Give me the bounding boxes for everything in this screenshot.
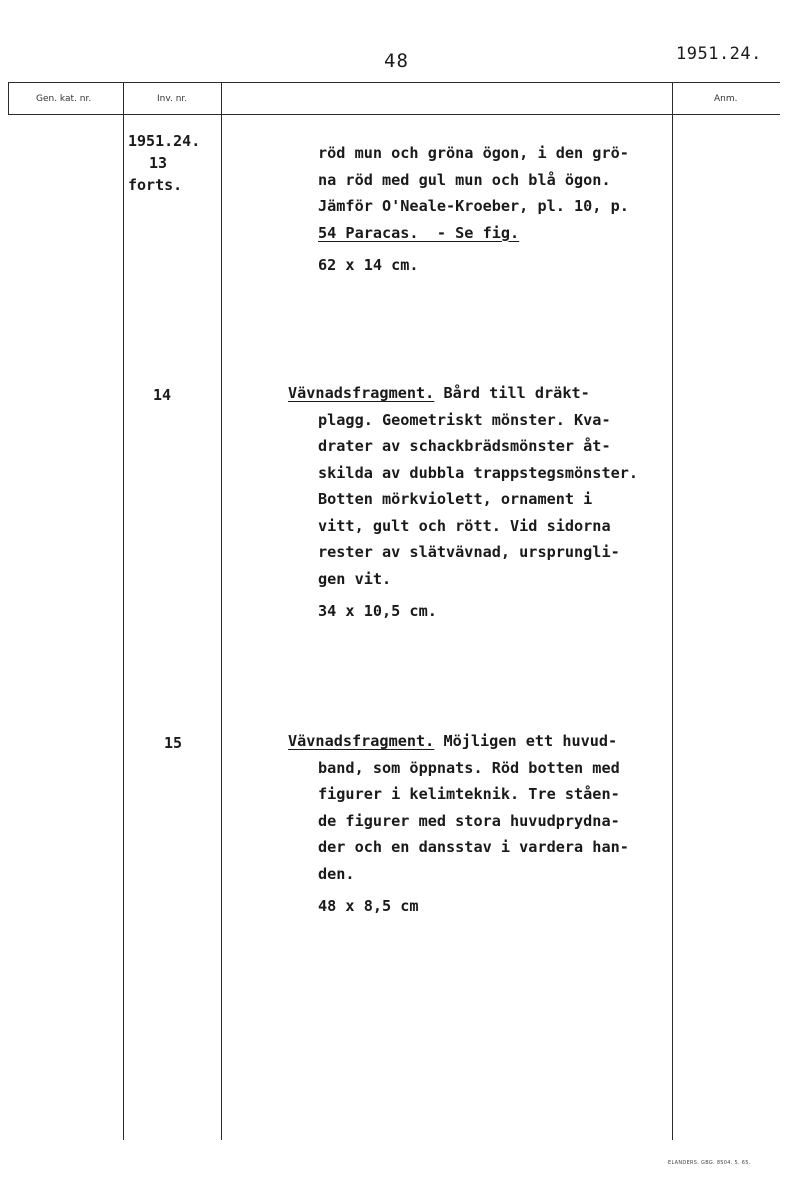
desc-line: den.: [318, 864, 355, 883]
column-heading-anm: Anm.: [714, 94, 738, 104]
desc-line: rester av slätvävnad, ursprungli-: [318, 543, 620, 561]
entry-14-title: Vävnadsfragment.: [288, 384, 435, 402]
column-heading-inv: Inv. nr.: [157, 94, 188, 104]
inv-cell-14: 14: [153, 386, 172, 404]
entry-13-dimensions: 62 x 14 cm.: [318, 256, 419, 274]
desc-line: figurer i kelimteknik. Tre ståen-: [318, 785, 620, 803]
column-divider-inv-desc: [221, 82, 222, 1140]
desc-line: Jämför O'Neale-Kroeber, pl. 10, p.: [318, 197, 629, 215]
desc-line: na röd med gul mun och blå ögon.: [318, 170, 611, 189]
column-heading-gen-kat: Gen. kat. nr.: [36, 94, 92, 104]
desc-line: skilda av dubbla trappstegsmönster.: [318, 463, 639, 482]
inv-line: forts.: [128, 176, 183, 194]
desc-line: röd mun och gröna ögon, i den grö-: [318, 144, 629, 162]
inv-cell-13: [128, 130, 200, 196]
accession-number: 1951.24.: [676, 44, 762, 64]
desc-line: drater av schackbrädsmönster åt-: [318, 437, 611, 455]
entry-15-dimensions: 48 x 8,5 cm: [318, 897, 419, 915]
desc-line: 54 Paracas. - Se fig.: [318, 223, 520, 242]
entry-14-dimensions: 34 x 10,5 cm.: [318, 602, 437, 620]
entry-14-description: [288, 380, 678, 625]
entry-15-title-rest: Möjligen ett huvud-: [434, 732, 618, 750]
printer-mark: ELANDERS. GBG. 8504. 5. 65.: [668, 1160, 751, 1166]
entry-14-title-rest: Bård till dräkt-: [434, 384, 590, 402]
entry-13-description: [318, 140, 678, 279]
inv-line: 13: [149, 154, 168, 172]
desc-line: Botten mörkviolett, ornament i: [318, 490, 593, 508]
column-divider-gen-inv: [123, 82, 124, 1140]
entry-15-description: [288, 728, 678, 920]
inv-cell-15: 15: [164, 734, 183, 752]
entry-14-heading: [288, 380, 678, 407]
entry-15-title: Vävnadsfragment.: [288, 732, 435, 750]
page-number: 48: [384, 50, 409, 72]
desc-line: band, som öppnats. Röd botten med: [318, 758, 620, 777]
desc-line: plagg. Geometriskt mönster. Kva-: [318, 410, 611, 429]
desc-line: vitt, gult och rött. Vid sidorna: [318, 516, 611, 535]
desc-line: gen vit.: [318, 569, 392, 588]
desc-line: de figurer med stora huvudprydna-: [318, 811, 620, 830]
table-left-edge: [8, 82, 9, 115]
desc-line: der och en dansstav i vardera han-: [318, 838, 629, 856]
inv-line: 1951.24.: [128, 132, 201, 150]
entry-15-heading: [288, 728, 678, 755]
